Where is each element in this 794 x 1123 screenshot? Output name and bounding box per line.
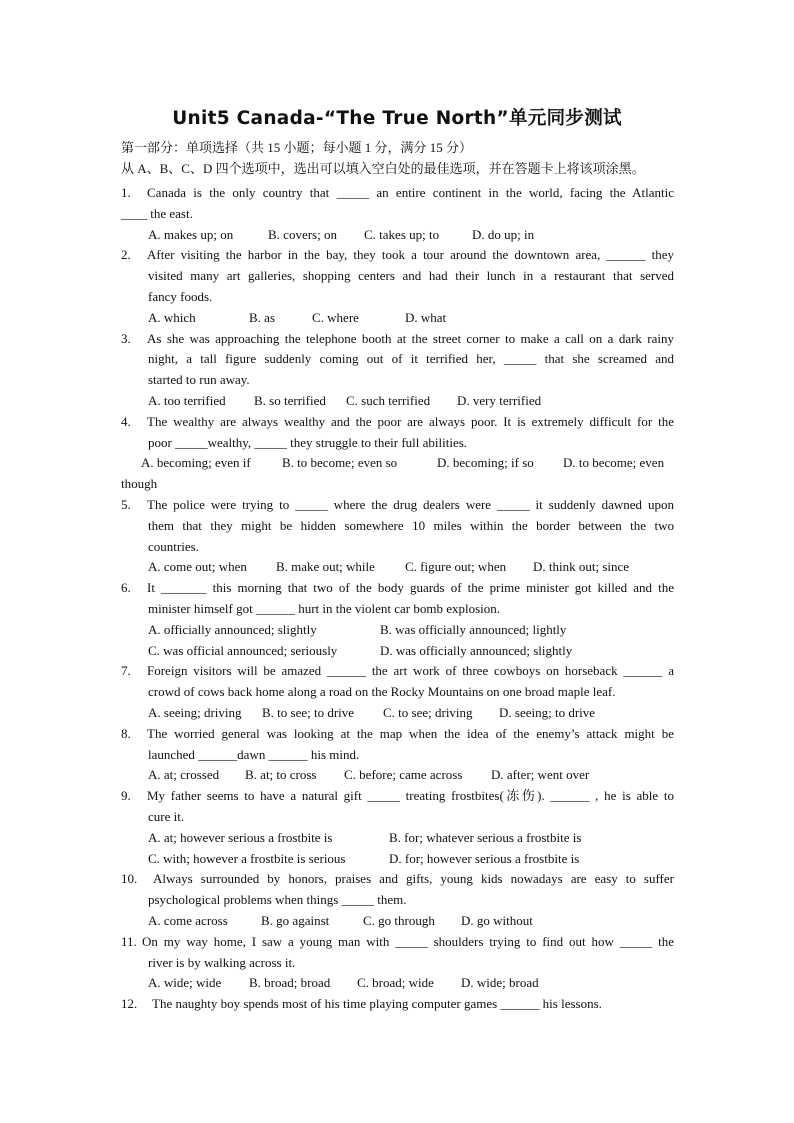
option-d: D. very terrified [457,393,542,408]
question-stem-line: My father seems to have a natural gift _____ treating frostbites(冻伤). ______ , he is able to [147,788,674,803]
option-b: B. so terrified [254,393,326,408]
option-a: A. at; however serious a frostbite is [148,830,333,845]
question-stem-line: night, a tall figure suddenly coming out of it terrified her, _____ that she screamed and [148,351,674,366]
option-d: D. was officially announced; slightly [380,643,573,658]
question-number: 4. [121,414,131,429]
option-b: B. was officially announced; lightly [380,622,567,637]
option-c: C. broad; wide [357,975,434,990]
question-number: 6. [121,580,131,595]
option-d: D. do up; in [472,227,535,242]
option-d: D. for; however serious a frostbite is [389,851,580,866]
question-stem-line: Always surrounded by honors, praises and gifts, young kids nowadays are easy to suffer [153,871,674,886]
option-d: D. think out; since [533,559,630,574]
option-b: B. covers; on [268,227,337,242]
question-stem-line: It _______ this morning that two of the body guards of the prime minister got killed and the [147,580,674,595]
option-d: D. what [405,310,447,325]
option-a: A. at; crossed [148,767,220,782]
option-d: D. seeing; to drive [499,705,596,720]
option-b: B. make out; while [276,559,375,574]
question-stem-line: The naughty boy spends most of his time playing computer games ______ his lessons. [152,996,602,1011]
option-d: D. after; went over [491,767,590,782]
option-c: C. figure out; when [405,559,507,574]
question-stem-line: them that they might be hidden somewhere 10 miles within the border between the two [148,518,674,533]
option-a: A. becoming; even if [141,455,251,470]
option-overflow: though [121,476,158,491]
option-a: A. come out; when [148,559,247,574]
question-stem-line: river is by walking across it. [148,955,296,970]
option-c: C. was official announced; seriously [148,643,338,658]
option-c: C. where [312,310,359,325]
option-b: B. broad; broad [249,975,331,990]
question-stem-line: crowd of cows back home along a road on the Rocky Mountains on one broad maple leaf. [148,684,616,699]
option-a: A. officially announced; slightly [148,622,317,637]
question-number: 8. [121,726,131,741]
question-stem-line: psychological problems when things _____ them. [148,892,407,907]
question-number: 9. [121,788,131,803]
option-a: A. makes up; on [148,227,234,242]
page-title: Unit5 Canada-“The True North”单元同步测试 [172,108,622,129]
question-number: 12. [121,996,138,1011]
question-stem-line: On my way home, I saw a young man with _____ shoulders trying to find out how _____ the [142,934,674,949]
option-d: D. go without [461,913,533,928]
question-stem-line: The police were trying to _____ where the drug dealers were _____ it suddenly dawned upon [147,497,674,512]
option-b: B. to see; to drive [262,705,355,720]
question-stem-line: countries. [148,539,199,554]
question-number: 5. [121,497,131,512]
question-number: 11. [121,934,137,949]
question-stem-line: started to run away. [148,372,250,387]
section-heading: 第一部分：单项选择（共 15 小题；每小题 1 分，满分 15 分） [121,140,473,155]
option-a: A. come across [148,913,228,928]
question-stem-line: The wealthy are always wealthy and the poor are always poor. It is extremely difficult for the [147,414,674,429]
question-number: 10. [121,871,138,886]
option-b: B. for; whatever serious a frostbite is [389,830,582,845]
option-c: C. takes up; to [364,227,440,242]
question-stem-line: As she was approaching the telephone booth at the street corner to make a call on a dark rainy [147,331,674,346]
question-stem-line: fancy foods. [148,289,213,304]
option-b: B. go against [261,913,330,928]
question-stem-line: The worried general was looking at the map when the idea of the enemy’s attack might be [147,726,674,741]
option-a: A. which [148,310,196,325]
question-stem-line: ____ the east. [121,206,193,221]
option-c: C. go through [363,913,435,928]
option-c: C. with; however a frostbite is serious [148,851,346,866]
option-b: B. as [249,310,275,325]
option-a: A. wide; wide [148,975,222,990]
question-number: 7. [121,663,131,678]
option-c: C. such terrified [346,393,431,408]
question-number: 2. [121,247,131,262]
question-stem-line: cure it. [148,809,185,824]
question-stem-line: poor _____wealthy, _____ they struggle to their full abilities. [148,435,468,450]
option-c: C. to see; driving [383,705,473,720]
option-b: B. to become; even so [282,455,398,470]
question-stem-line: Foreign visitors will be amazed ______ the art work of three cowboys on horseback ______ a [147,663,674,678]
option-b: B. at; to cross [245,767,317,782]
instruction-text: 从 A、B、C、D 四个选项中，选出可以填入空白处的最佳选项，并在答题卡上将该项涂黑。 [121,161,645,176]
option-a: A. seeing; driving [148,705,242,720]
question-stem-line: minister himself got ______ hurt in the violent car bomb explosion. [148,601,501,616]
question-number: 1. [121,185,131,200]
question-stem-line: After visiting the harbor in the bay, they took a tour around the downtown area, ______ they [147,247,674,262]
option-a: A. too terrified [148,393,226,408]
question-number: 3. [121,331,131,346]
option-c: D. becoming; if so [437,455,534,470]
option-d: D. to become; even [563,455,665,470]
question-stem-line: visited many art galleries, shopping centers and had their lunch in a restaurant that served [148,268,674,283]
option-d: D. wide; broad [461,975,539,990]
question-stem-line: Canada is the only country that _____ an entire continent in the world, facing the Atlantic [147,185,674,200]
question-stem-line: launched ______dawn ______ his mind. [148,747,360,762]
option-c: C. before; came across [344,767,463,782]
